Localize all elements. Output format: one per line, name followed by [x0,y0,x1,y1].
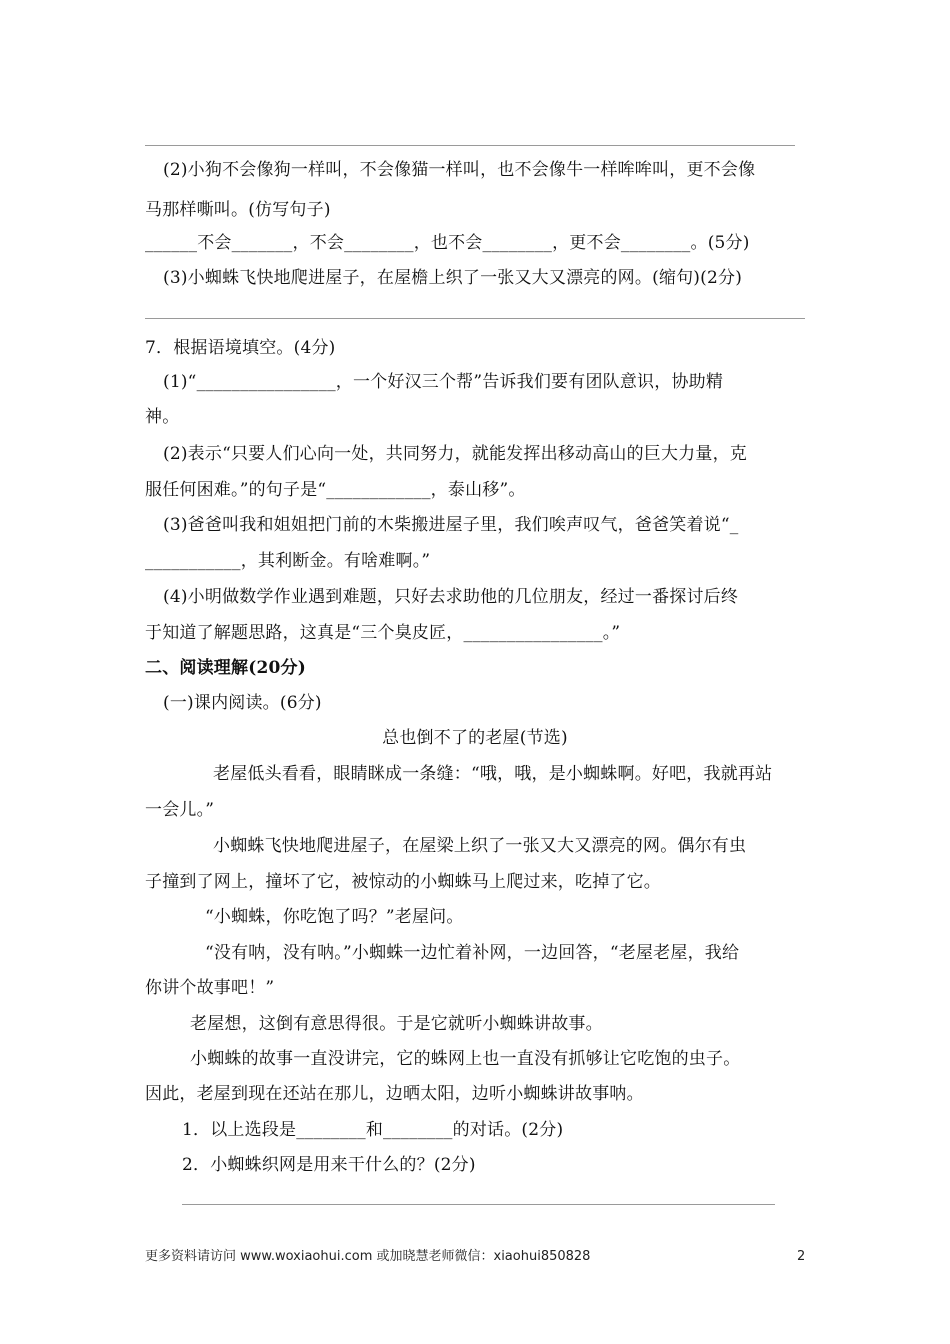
q6-2-line1: (2)小狗不会像狗一样叫，不会像猫一样叫，也不会像牛一样哞哞叫，更不会像 [163,160,756,180]
q6-3: (3)小蜘蛛飞快地爬进屋子，在屋檐上织了一张又大又漂亮的网。(缩句)(2分) [163,268,743,288]
section2-title: 二、阅读理解(20分) [145,658,306,678]
passage-p3: “小蜘蛛，你吃饱了吗？”老屋问。 [205,907,464,927]
reading-q1: 1．以上选段是________和________的对话。(2分) [182,1120,564,1140]
passage-p4-line2: 你讲个故事吧！” [145,978,275,998]
reading-q2: 2．小蜘蛛织网是用来干什么的？(2分) [182,1155,476,1175]
q7-1-line2: 神。 [145,407,180,427]
passage-p1-line1: 老屋低头看看，眼睛眯成一条缝：“哦，哦，是小蜘蛛啊。好吧，我就再站 [213,764,773,784]
subsection1-title: (一)课内阅读。(6分) [163,693,322,713]
q6-2-line2: 马那样嘶叫。(仿写句子) [145,200,331,220]
page-number: 2 [797,1249,806,1264]
q7-4-line2: 于知道了解题思路，这真是“三个臭皮匠，________________。” [145,623,621,643]
q6-2-answer: ______不会_______，不会________，也不会________，更不会________。(5分) [145,233,750,253]
q7-2-line2: 服任何困难。”的句子是“____________，泰山移”。 [145,480,526,500]
q7-2-line1: (2)表示“只要人们心向一处，共同努力，就能发挥出移动高山的巨大力量，克 [163,444,747,464]
q7-1-line1: (1)“________________，一个好汉三个帮”告诉我们要有团队意识，协助精 [163,372,724,392]
passage-p1-line2: 一会儿。” [145,800,215,820]
passage-p5: 老屋想，这倒有意思得很。于是它就听小蜘蛛讲故事。 [190,1014,603,1034]
answer-line-q6-3 [145,318,805,319]
passage-title: 总也倒不了的老屋(节选) [382,728,568,748]
q7-title: 7．根据语境填空。(4分) [145,338,336,358]
q7-3-line1: (3)爸爸叫我和姐姐把门前的木柴搬进屋子里，我们唉声叹气，爸爸笑着说“_ [163,515,739,535]
passage-p2-line1: 小蜘蛛飞快地爬进屋子，在屋梁上织了一张又大又漂亮的网。偶尔有虫 [213,836,747,856]
passage-p2-line2: 子撞到了网上，撞坏了它，被惊动的小蜘蛛马上爬过来，吃掉了它。 [145,872,661,892]
answer-line-top [145,145,795,146]
passage-p6-line1: 小蜘蛛的故事一直没讲完，它的蛛网上也一直没有抓够让它吃饱的虫子。 [190,1049,741,1069]
footer-text: 更多资料请访问 www.woxiaohui.com 或加晓慧老师微信：xiaohui850828 [145,1249,591,1264]
q7-4-line1: (4)小明做数学作业遇到难题，只好去求助他的几位朋友，经过一番探讨后终 [163,587,739,607]
passage-p4-line1: “没有呐，没有呐。”小蜘蛛一边忙着补网，一边回答，“老屋老屋，我给 [205,943,740,963]
answer-line-reading-q2 [182,1204,775,1205]
passage-p6-line2: 因此，老屋到现在还站在那儿，边晒太阳，边听小蜘蛛讲故事呐。 [145,1084,644,1104]
q7-3-line2: ___________，其利断金。有啥难啊。” [145,551,431,571]
